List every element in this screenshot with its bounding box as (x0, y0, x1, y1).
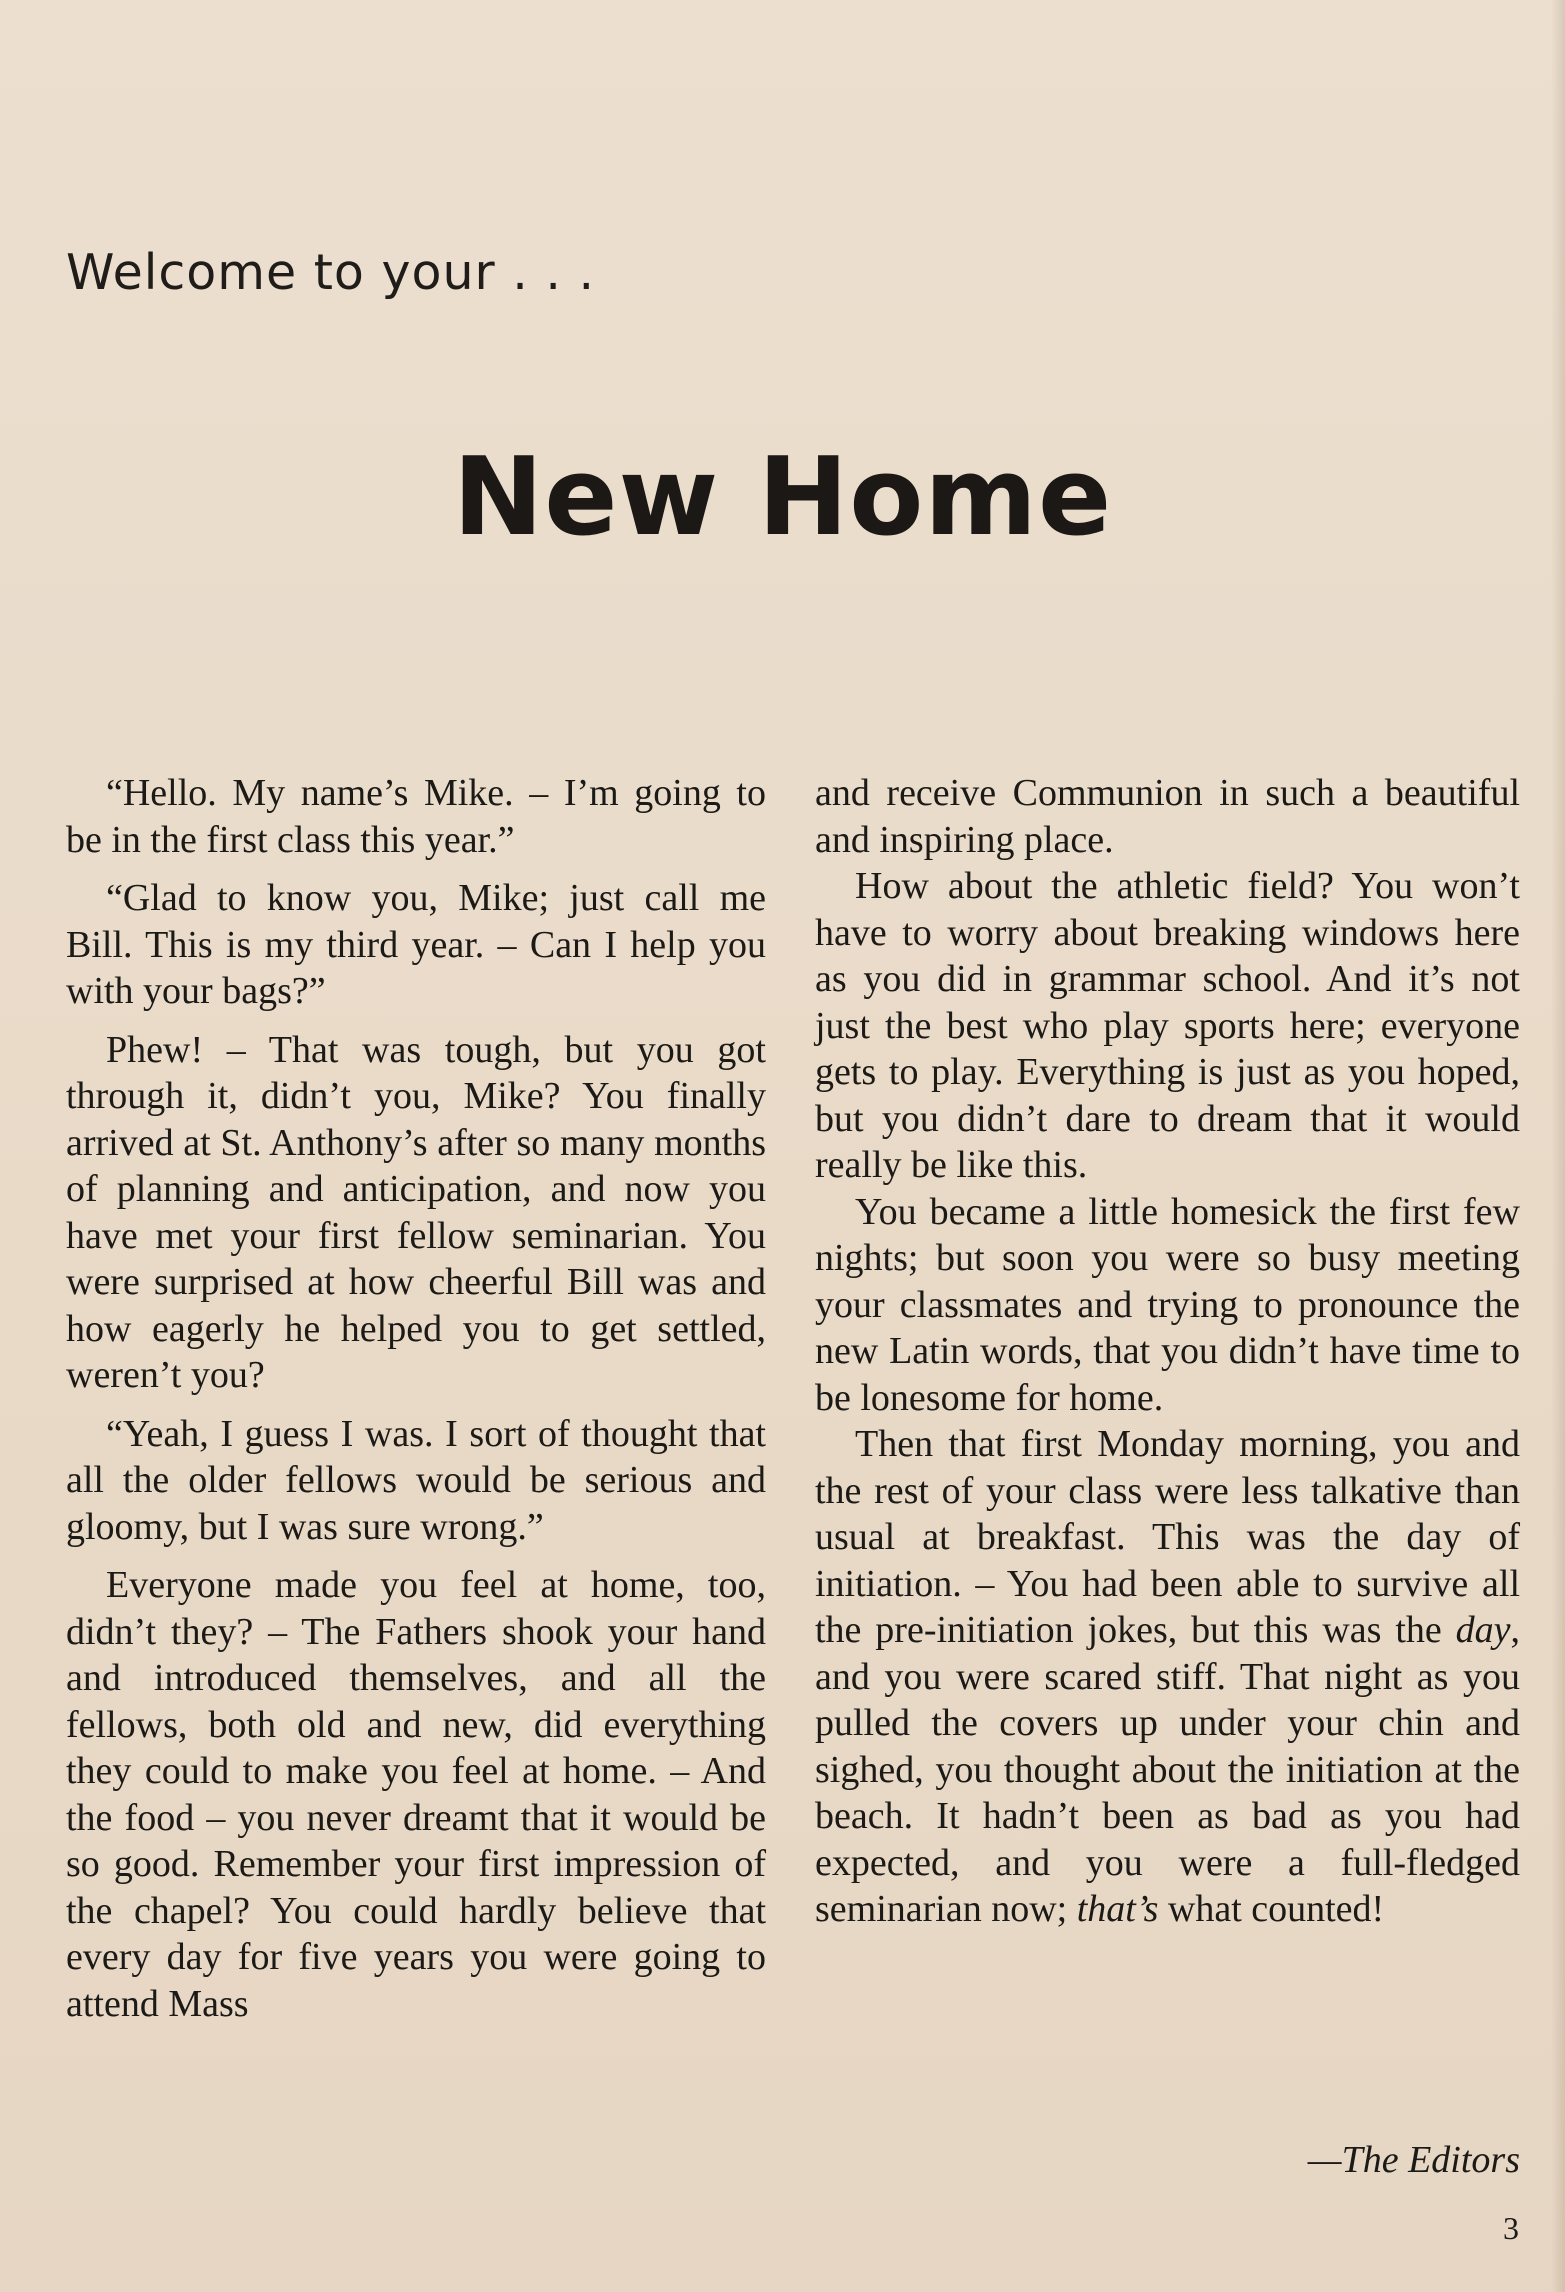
text-run: Then that first Monday morning, you and the rest of your class were less talkative than usual at breakfast. This was the day of initiation. – You had been able to survive all the pre-initiation jokes, but this was the (815, 1423, 1520, 1651)
emphasis-text: that’s (1076, 1888, 1159, 1930)
paragraph: Phew! – That was tough, but you got through it, didn’t you, Mike? You finally arrived at St. Anthony’s after so many months of planning and anticipation, and now you have met your first fellow seminarian. You were surprised at how cheerful Bill was and how eagerly he helped you to get settled, weren’t you? (66, 1028, 766, 1396)
text-run: , and you were scared stiff. That night as you pulled the covers up under your chin and sighed, you thought about the initiation at the beach. It hadn’t been as bad as you had expected, and you were a full-fledged seminarian now; (815, 1609, 1520, 1930)
paragraph: “Yeah, I guess I was. I sort of thought that all the older fellows would be serious and gloomy, but I was sure wrong.” (66, 1412, 766, 1548)
editors-signature: —The Editors (1307, 2139, 1520, 2181)
page-number: 3 (1503, 2210, 1519, 2246)
paragraph: and receive Communion in such a beautiful and inspiring place. (815, 772, 1520, 861)
paragraph: You became a little homesick the first few nights; but soon you were so busy meeting your classmates and trying to pronounce the new Latin words, that you didn’t have time to be lonesome for home. (815, 1190, 1520, 1419)
text-run: what counted! (1158, 1888, 1385, 1930)
paragraph: How about the athletic field? You won’t have to worry about breaking windows here as you did in grammar school. And it’s not just the best who play sports here; everyone gets to play. Everything is just as you hoped, but you didn’t dare to dream that it would really be like this. (815, 865, 1520, 1186)
page-title: New Home (452, 435, 1113, 560)
paragraph (815, 1421, 1520, 1933)
right-column (815, 770, 1520, 1933)
page-edge-shadow (1551, 0, 1565, 2292)
emphasis-text: day (1455, 1609, 1511, 1651)
paragraph: “Hello. My name’s Mike. – I’m going to be in the first class this year.” (66, 772, 766, 861)
left-column (66, 770, 766, 2039)
paragraph: Everyone made you feel at home, too, didn’t they? – The Fathers shook your hand and introduced themselves, and all the fellows, both old and new, did everything they could to make you feel at home. – And the food – you never dreamt that it would be so good. Remember your first impression of the chapel? You could hardly believe that every day for five years you were going to attend Mass (66, 1564, 766, 2025)
paragraph: “Glad to know you, Mike; just call me Bill. This is my third year. – Can I help you with your bags?” (66, 877, 766, 1012)
kicker-heading: Welcome to your . . . (66, 244, 596, 301)
